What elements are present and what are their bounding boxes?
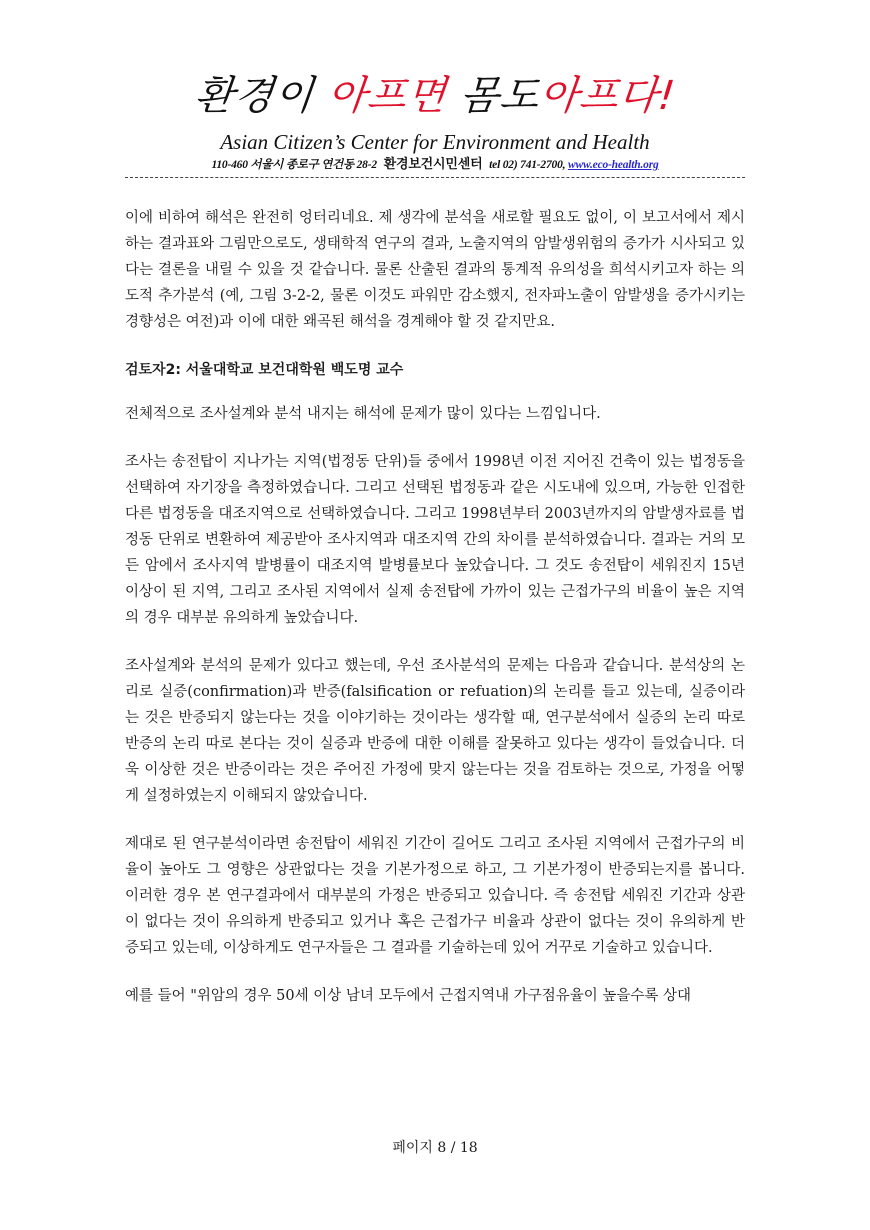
center-name: 환경보건시민센터 <box>383 156 483 171</box>
slogan-logo <box>192 70 678 122</box>
document-body <box>125 205 745 1031</box>
slogan-part-2: 아프면 <box>324 73 449 119</box>
website-link[interactable]: www.eco-health.org <box>568 159 659 171</box>
letterhead <box>0 70 870 173</box>
header-divider <box>125 177 745 178</box>
paragraph: 전체적으로 조사설계와 분석 내지는 해석에 문제가 많이 있다는 느낌입니다. <box>125 406 601 422</box>
slogan-part-3: 몸도 <box>443 73 542 119</box>
address-text: 110-460 서울시 종로구 연건동 28-2 <box>211 159 377 171</box>
organization-address <box>0 156 870 173</box>
paragraph: 조사는 송전탑이 지나가는 지역(법정동 단위)들 중에서 1998년 이전 지어진 건축이 있는 법정동을 선택하여 자기장을 측정하였습니다. 그리고 선택된 법정동과 같은 시도내에 있으며, 가능한 인접한 다른 법정동을 대조지역으로 선택하였습니다. 그리고 1998년부터 2003년까지의 암발생자료를 법정동 단위로 변환하여 제공받아 조사지역과 대조지역 간의 차이를 분석하였습니다. 결과는 거의 모든 암에서 조사지역 발병률이 대조지역 발병률보다 높았습니다. 그 것도 송전탑이 세워진지 15년 이상이 된 지역, 그리고 조사된 지역에서 실제 송전탑에 가까이 있는 근접가구의 비율이 높은 지역의 경우 대부분 유의하게 높았습니다. <box>125 454 745 626</box>
paragraph: 제대로 된 연구분석이라면 송전탑이 세워진 기간이 길어도 그리고 조사된 지역에서 근접가구의 비율이 높아도 그 영향은 상관없다는 것을 기본가정으로 하고, 그 기본가정이 반증되는지를 봅니다. 이러한 경우 본 연구결과에서 대부분의 가정은 반증되고 있습니다. 즉 송전탑 세워진 기간과 상관이 없다는 것이 유의하게 반증되고 있거나 혹은 근접가구 비율과 상관이 없다는 것이 유의하게 반증되고 있는데, 이상하게도 연구자들은 그 결과를 기술하는데 있어 거꾸로 기술하고 있습니다. <box>125 836 745 956</box>
slogan-part-1: 환경이 <box>192 73 330 119</box>
page-number: 페이지 8 / 18 <box>392 1140 478 1156</box>
paragraph: 예를 들어 "위암의 경우 50세 이상 남녀 모두에서 근접지역내 가구점유율이 높을수록 상대 <box>125 988 692 1004</box>
slogan-part-4: 아프다! <box>536 73 678 119</box>
organization-name: Asian Citizen’s Center for Environment and Health <box>220 130 650 154</box>
paragraph: 이에 비하여 해석은 완전히 엉터리네요. 제 생각에 분석을 새로할 필요도 없이, 이 보고서에서 제시하는 결과표와 그림만으로도, 생태학적 연구의 결과, 노출지역의 암발생위험의 증가가 시사되고 있다는 결론을 내릴 수 있을 것 같습니다. 물론 산출된 결과의 통계적 유의성을 희석시키고자 하는 의도적 추가분석 (예, 그림 3-2-2, 물론 이것도 파워만 감소했지, 전자파노출이 암발생을 증가시키는 경향성은 여전)과 이에 대한 왜곡된 해석을 경계해야 할 것 같지만요. <box>125 210 745 330</box>
section-heading: 검토자2: 서울대학교 보건대학원 백도명 교수 <box>125 362 404 378</box>
paragraph: 조사설계와 분석의 문제가 있다고 했는데, 우선 조사분석의 문제는 다음과 같습니다. 분석상의 논리로 실증(confirmation)과 반증(falsification or refuation)의 논리를 들고 있는데, 실증이라는 것은 반증되지 않는다는 것을 이야기하는 것이라는 생각할 때, 연구분석에서 실증의 논리 따로 반증의 논리 따로 본다는 것이 실증과 반증에 대한 이해를 잘못하고 있다는 생각이 들었습니다. 더욱 이상한 것은 반증이라는 것은 주어진 가정에 맞지 않는다는 것을 검토하는 것으로, 가정을 어떻게 설정하였는지 이해되지 않았습니다. <box>125 658 745 804</box>
telephone: tel 02) 741-2700, <box>489 159 566 171</box>
